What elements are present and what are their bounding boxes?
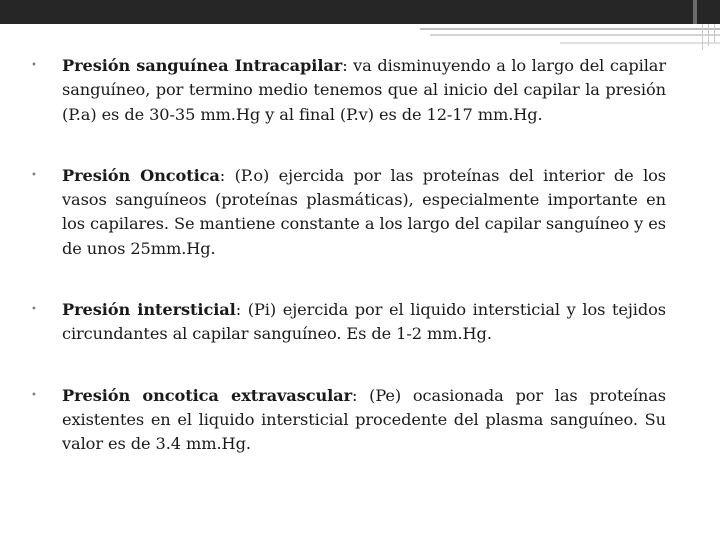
decorative-vstripe	[708, 24, 709, 46]
decorative-stripe	[420, 28, 720, 30]
list-item-text	[62, 164, 666, 261]
list-item-body: : (P.o) ejercida por las proteínas del interior de los vasos sanguíneos (proteínas plasmáticas), especialmente importante en los capilares. Se mantiene constante a los largo del capilar sanguíneo y es de unos 25mm.Hg.	[62, 165, 666, 258]
bullet-marker: •	[31, 389, 37, 401]
list-item	[30, 384, 666, 457]
top-decorative-band	[0, 0, 720, 24]
top-dark-bar	[0, 0, 693, 24]
list-item	[30, 164, 666, 261]
bullet-marker: •	[31, 60, 37, 71]
list-item-term: Presión intersticial	[62, 300, 236, 320]
list-item-body: : (Pe) ocasionada por las proteínas existentes en el liquido intersticial procedente del plasma sanguíneo. Su valor es de 3.4 mm.Hg.	[62, 385, 666, 454]
decorative-stripe	[430, 34, 720, 36]
list-item-text	[62, 54, 666, 127]
bullet-marker: •	[31, 169, 37, 181]
list-item-body: : (Pi) ejercida por el liquido intersticial y los tejidos circundantes al capilar sanguíneo. Es de 1-2 mm.Hg.	[62, 300, 666, 344]
list-item-term: Presión Oncotica	[62, 165, 220, 185]
list-item	[30, 54, 666, 127]
list-item-text	[62, 384, 666, 457]
top-dark-bar-right	[697, 0, 720, 24]
list-item-term: Presión oncotica extravascular	[62, 385, 353, 405]
list-item-term: Presión sanguínea Intracapilar	[62, 56, 343, 75]
decorative-vstripe	[702, 24, 703, 50]
decorative-vstripe	[714, 24, 715, 42]
decorative-stripe	[560, 42, 720, 44]
bullet-marker: •	[31, 304, 37, 316]
list-item	[30, 298, 666, 347]
list-item-text	[62, 298, 666, 347]
list-item-body: : va disminuyendo a lo largo del capilar sanguíneo, por termino medio tenemos que al inicio del capilar la presión (P.a) es de 30-35 mm.Hg y al final (P.v) es de 12-17 mm.Hg.	[62, 56, 666, 124]
bullet-list	[30, 54, 666, 457]
